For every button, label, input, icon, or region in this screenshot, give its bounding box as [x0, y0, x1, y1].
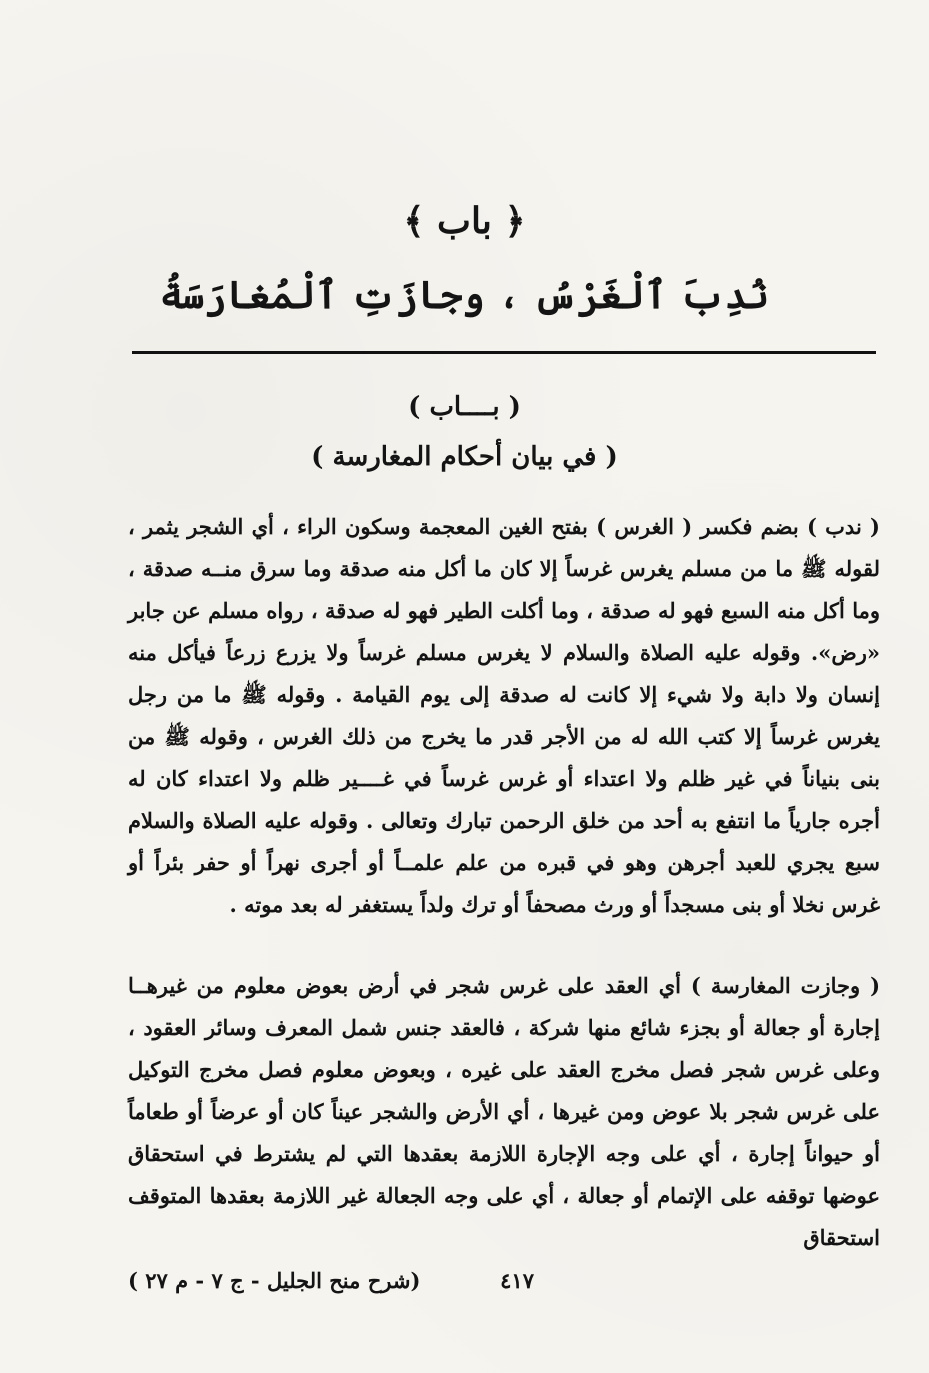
section-subtitle: ( في بيان أحكام المغارسة )	[311, 442, 618, 472]
chapter-title: ﴿ باب ﴾	[403, 200, 526, 242]
page-footer	[128, 1268, 880, 1308]
footer-reference: (شرح منح الجليل - ج ٧ - م ٢٧ )	[128, 1268, 421, 1293]
horizontal-rule	[132, 351, 876, 354]
body-paragraph-1: ( ندب ) بضم فكسر ( الغرس ) بفتح الغين المعجمة وسكون الراء ، أي الشجر يثمر ، لقوله ﷺ ما من مسلم يغرس غرساً إلا كان ما أكل منه صدقة وما سرق منــه صدقة ، وما أكل منه السبع فهو له صدقة ، وما أكلت الطير فهو له صدقة ، رواه مسلم عن جابر «رض». وقوله عليه الصلاة والسلام لا يغرس مسلم غرساً ولا يزرع زرعاً فيأكل منه إنسان ولا دابة ولا شيء إلا كانت له صدقة إلى يوم القيامة . وقوله ﷺ ما من رجل يغرس غرساً إلا كتب الله له من الأجر قدر ما يخرج من ذلك الغرس ، وقوله ﷺ من بنى بنياناً في غير ظلم ولا اعتداء أو غرس غرساً في غــــير ظلم ولا اعتداء كان له أجره جارياً ما انتفع به أحد من خلق الرحمن تبارك وتعالى . وقوله عليه الصلاة والسلام سبع يجري للعبد أجرهن وهو في قبره من علم علمــاً أو أجرى نهراً أو حفر بئراً أو غرس نخلا أو بنى مسجداً أو ورث مصحفاً أو ترك ولداً يستغفر له بعد موته .	[128, 514, 880, 917]
page-number: ٤١٧	[500, 1268, 534, 1293]
section-title: ( بــــاب )	[408, 392, 521, 422]
chapter-subtitle: نُدِبَ ٱلْغَرْسُ ، وجازَتِ ٱلْمُغارَسَةُ	[159, 272, 770, 317]
body-paragraph-2: ( وجازت المغارسة ) أي العقد على غرس شجر في أرض بعوض معلوم من غيرهــا إجارة أو جعالة أو بجزء شائع منها شركة ، فالعقد جنس شمل المعرف وسائر العقود ، وعلى غرس شجر فصل مخرج العقد على غيره ، وبعوض معلوم فصل مخرج التوكيل على غرس شجر بلا عوض ومن غيرها ، أي الأرض والشجر عيناً كان أو عرضاً أو طعاماً أو حيواناً إجارة ، أي على وجه الإجارة اللازمة بعقدها التي لم يشترط في استحقاق عوضها توقفه على الإتمام أو جعالة ، أي على وجه الجعالة غير اللازمة بعقدها المتوقف استحقاق	[128, 973, 881, 1250]
